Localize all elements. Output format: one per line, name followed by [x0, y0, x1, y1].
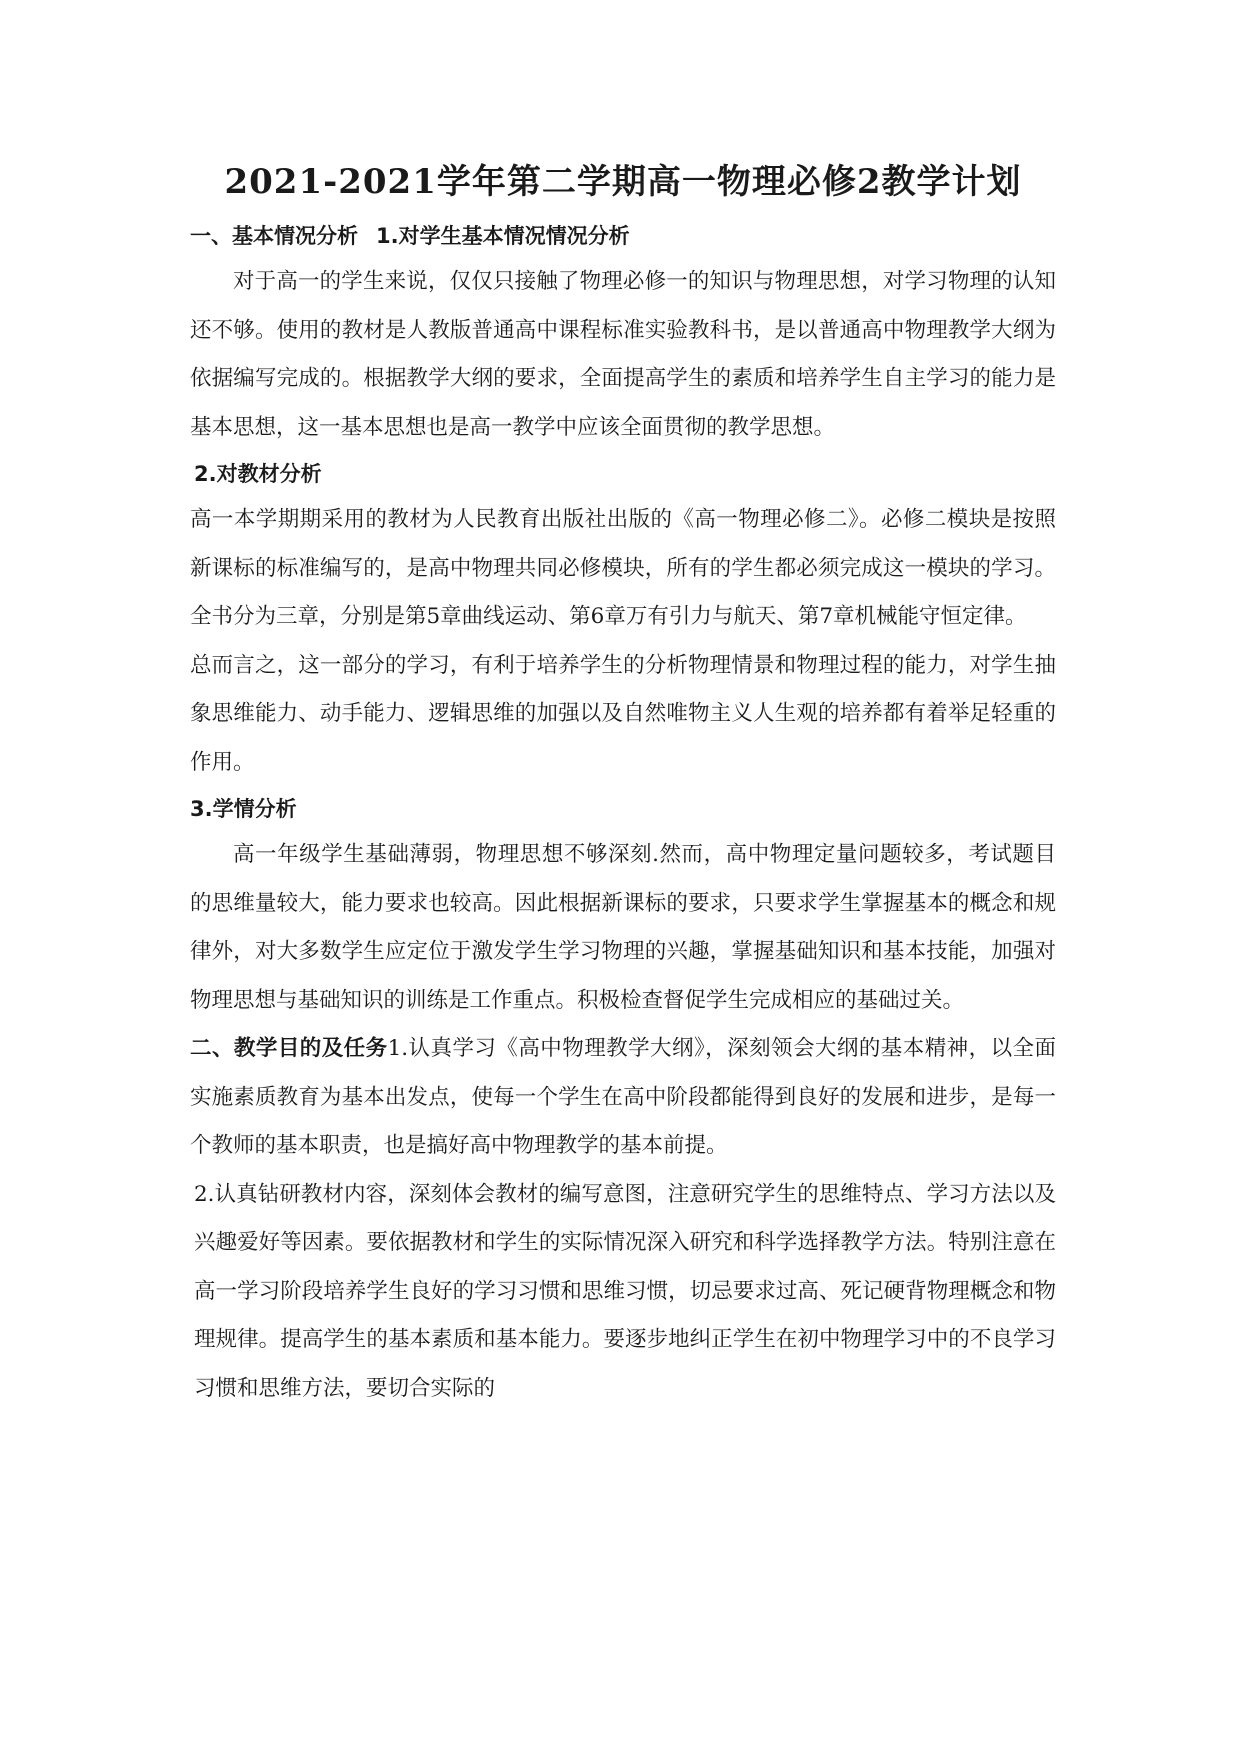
document-body	[190, 150, 1056, 1413]
subsection-3-heading: 3.学情分析	[190, 797, 297, 821]
subsection-2-paragraph-a: 高一本学期期采用的教材为人民教育出版社出版的《高一物理必修二》。必修二模块是按照新课标的标准编写的，是高中物理共同必修模块，所有的学生都必须完成这一模块的学习。全书分为三章，分别是第5章曲线运动、第6章万有引力与航天、第7章机械能守恒定律。	[190, 507, 1056, 629]
section-2-item-1: 1.认真学习《高中物理教学大纲》，深刻领会大纲的基本精神，以全面实施素质教育为基本出发点，使每一个学生在高中阶段都能得到良好的发展和进步，是每一个教师的基本职责，也是搞好高中物理教学的基本前提。	[190, 1036, 1056, 1158]
section-2-item-2: 2.认真钻研教材内容，深刻体会教材的编写意图，注意研究学生的思维特点、学习方法以及兴趣爱好等因素。要依据教材和学生的实际情况深入研究和科学选择教学方法。特别注意在高一学习阶段培养学生良好的学习习惯和思维习惯，切忌要求过高、死记硬背物理概念和物理规律。提高学生的基本素质和基本能力。要逐步地纠正学生在初中物理学习中的不良学习习惯和思维方法，要切合实际的	[194, 1181, 1056, 1401]
subsection-2-heading: 2.对教材分析	[194, 462, 322, 486]
subsection-3-paragraph: 高一年级学生基础薄弱，物理思想不够深刻.然而，高中物理定量问题较多，考试题目的思维量较大，能力要求也较高。因此根据新课标的要求，只要求学生掌握基本的概念和规律外，对大多数学生应定位于激发学生学习物理的兴趣，掌握基础知识和基本技能，加强对物理思想与基础知识的训练是工作重点。积极检查督促学生完成相应的基础过关。	[190, 842, 1056, 1013]
document-title: 2021-2021学年第二学期高一物理必修2教学计划	[224, 162, 1022, 202]
subsection-1-heading: 1.对学生基本情况情况分析	[376, 224, 630, 248]
section-2-heading: 二、教学目的及任务	[190, 1036, 388, 1061]
section-2-paragraph-1	[190, 1025, 1056, 1171]
section-1-heading-line	[190, 214, 1056, 258]
subsection-2-paragraph-b: 总而言之，这一部分的学习，有利于培养学生的分析物理情景和物理过程的能力，对学生抽象思维能力、动手能力、逻辑思维的加强以及自然唯物主义人生观的培养都有着举足轻重的作用。	[190, 652, 1056, 775]
section-1-heading: 一、基本情况分析	[190, 224, 358, 248]
subsection-1-paragraph: 对于高一的学生来说，仅仅只接触了物理必修一的知识与物理思想，对学习物理的认知还不够。使用的教材是人教版普通高中课程标准实验教科书，是以普通高中物理教学大纲为依据编写完成的。根据教学大纲的要求，全面提高学生的素质和培养学生自主学习的能力是基本思想，这一基本思想也是高一教学中应该全面贯彻的教学思想。	[190, 269, 1056, 440]
